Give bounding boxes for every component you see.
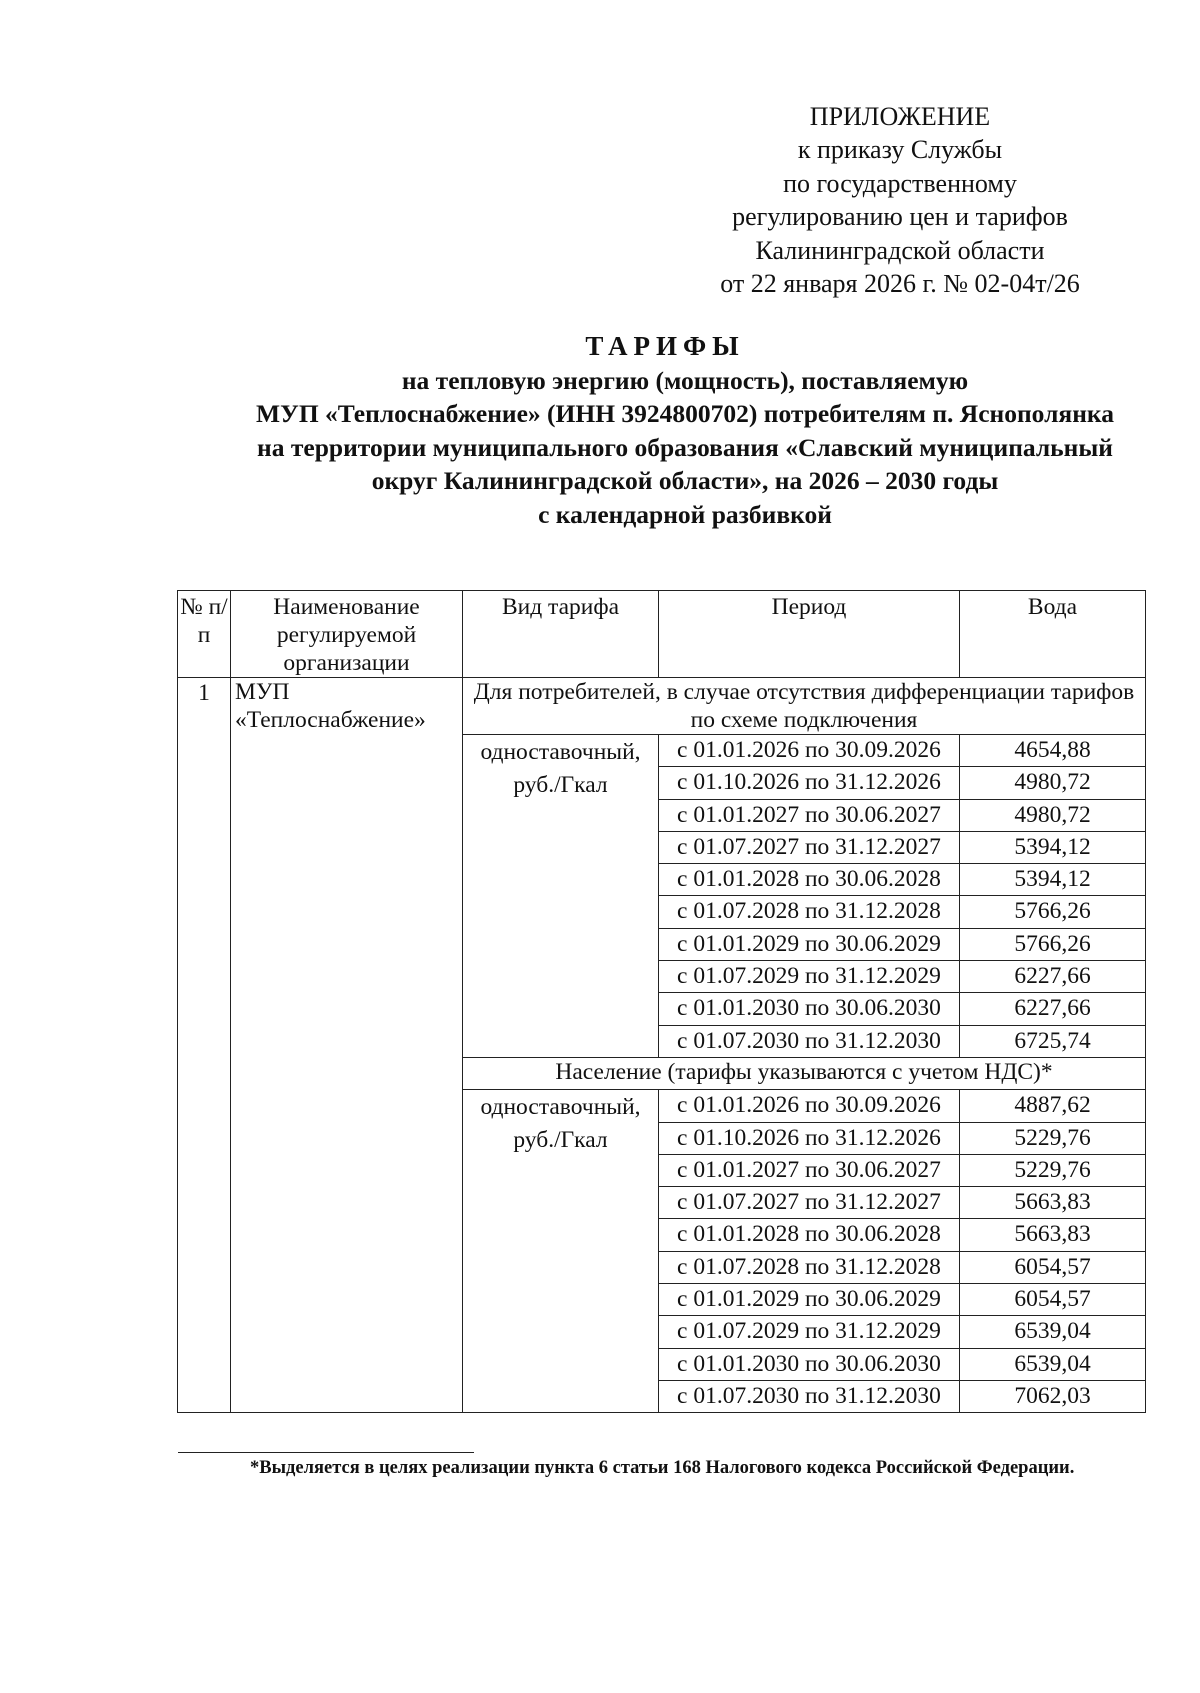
period-cell: с 01.01.2029 по 30.06.2029 (659, 1284, 960, 1316)
organization-name: МУП «Теплоснабжение» (231, 678, 463, 1413)
period-cell: с 01.07.2030 по 31.12.2030 (659, 1025, 960, 1057)
header-num: № п/п (178, 591, 231, 678)
period-cell: с 01.07.2028 по 31.12.2028 (659, 1251, 960, 1283)
section-caption: Для потребителей, в случае отсутствия дифференциации тарифов по схеме подключения (463, 678, 1146, 735)
value-cell: 6227,66 (960, 993, 1146, 1025)
value-cell: 6539,04 (960, 1316, 1146, 1348)
table-body (178, 678, 1146, 1413)
period-cell: с 01.10.2026 по 31.12.2026 (659, 1122, 960, 1154)
value-cell: 6539,04 (960, 1348, 1146, 1380)
appendix-line: к приказу Службы (797, 135, 1003, 165)
value-cell: 5229,76 (960, 1122, 1146, 1154)
appendix-line: регулированию цен и тарифов (732, 202, 1068, 232)
value-cell: 4980,72 (960, 767, 1146, 799)
value-cell: 4887,62 (960, 1090, 1146, 1122)
header-type: Вид тарифа (463, 591, 659, 678)
tariff-type: одноставочный, руб./Гкал (463, 1090, 659, 1413)
title-line: с календарной разбивкой (538, 499, 832, 529)
appendix-line: Калининградской области (755, 235, 1045, 265)
appendix-order-date: от 22 января 2026 г. № 02-04т/26 (720, 269, 1080, 299)
title-line: на территории муниципального образования «Славский муниципальный (257, 432, 1113, 462)
period-cell: с 01.10.2026 по 31.12.2026 (659, 767, 960, 799)
header-period: Период (659, 591, 960, 678)
period-cell: с 01.01.2029 по 30.06.2029 (659, 928, 960, 960)
period-cell: с 01.07.2029 по 31.12.2029 (659, 961, 960, 993)
header-value: Вода (960, 591, 1146, 678)
value-cell: 6725,74 (960, 1025, 1146, 1057)
table-header-row (178, 591, 1146, 678)
period-cell: с 01.07.2028 по 31.12.2028 (659, 896, 960, 928)
value-cell: 7062,03 (960, 1380, 1146, 1412)
tariff-table (177, 590, 1146, 1413)
period-cell: с 01.07.2027 по 31.12.2027 (659, 831, 960, 863)
title-line: МУП «Теплоснабжение» (ИНН 3924800702) потребителям п. Яснополянка (256, 399, 1114, 429)
period-cell: с 01.01.2030 по 30.06.2030 (659, 1348, 960, 1380)
section-caption: Население (тарифы указываются с учетом НДС)* (463, 1057, 1146, 1089)
value-cell: 6054,57 (960, 1284, 1146, 1316)
value-cell: 5394,12 (960, 864, 1146, 896)
section-caption-row (178, 678, 1146, 735)
period-cell: с 01.01.2030 по 30.06.2030 (659, 993, 960, 1025)
title-line: на тепловую энергию (мощность), поставляемую (401, 365, 969, 395)
period-cell: с 01.07.2029 по 31.12.2029 (659, 1316, 960, 1348)
value-cell: 4980,72 (960, 799, 1146, 831)
row-number: 1 (178, 678, 231, 1413)
period-cell: с 01.01.2026 по 30.09.2026 (659, 1090, 960, 1122)
period-cell: с 01.01.2026 по 30.09.2026 (659, 735, 960, 767)
appendix-line: по государственному (783, 168, 1017, 198)
period-cell: с 01.01.2028 по 30.06.2028 (659, 864, 960, 896)
value-cell: 5766,26 (960, 896, 1146, 928)
header-org: Наименование регулируемой организации (231, 591, 463, 678)
appendix-block (680, 100, 1120, 300)
value-cell: 6054,57 (960, 1251, 1146, 1283)
value-cell: 5663,83 (960, 1219, 1146, 1251)
value-cell: 4654,88 (960, 735, 1146, 767)
tariff-type: одноставочный, руб./Гкал (463, 735, 659, 1058)
value-cell: 5663,83 (960, 1187, 1146, 1219)
appendix-line: ПРИЛОЖЕНИЕ (809, 102, 991, 131)
footnote: *Выделяется в целях реализации пункта 6 статьи 168 Налогового кодекса Российской Федерации. (250, 1458, 1075, 1478)
title-main: ТАРИФЫ (585, 331, 745, 361)
period-cell: с 01.01.2028 по 30.06.2028 (659, 1219, 960, 1251)
period-cell: с 01.01.2027 по 30.06.2027 (659, 799, 960, 831)
value-cell: 5229,76 (960, 1154, 1146, 1186)
footnote-divider (178, 1452, 474, 1453)
period-cell: с 01.01.2027 по 30.06.2027 (659, 1154, 960, 1186)
value-cell: 5766,26 (960, 928, 1146, 960)
document-title (160, 330, 1200, 532)
period-cell: с 01.07.2030 по 31.12.2030 (659, 1380, 960, 1412)
title-line: округ Калининградской области», на 2026 – 2030 годы (371, 466, 999, 496)
period-cell: с 01.07.2027 по 31.12.2027 (659, 1187, 960, 1219)
value-cell: 6227,66 (960, 961, 1146, 993)
value-cell: 5394,12 (960, 831, 1146, 863)
